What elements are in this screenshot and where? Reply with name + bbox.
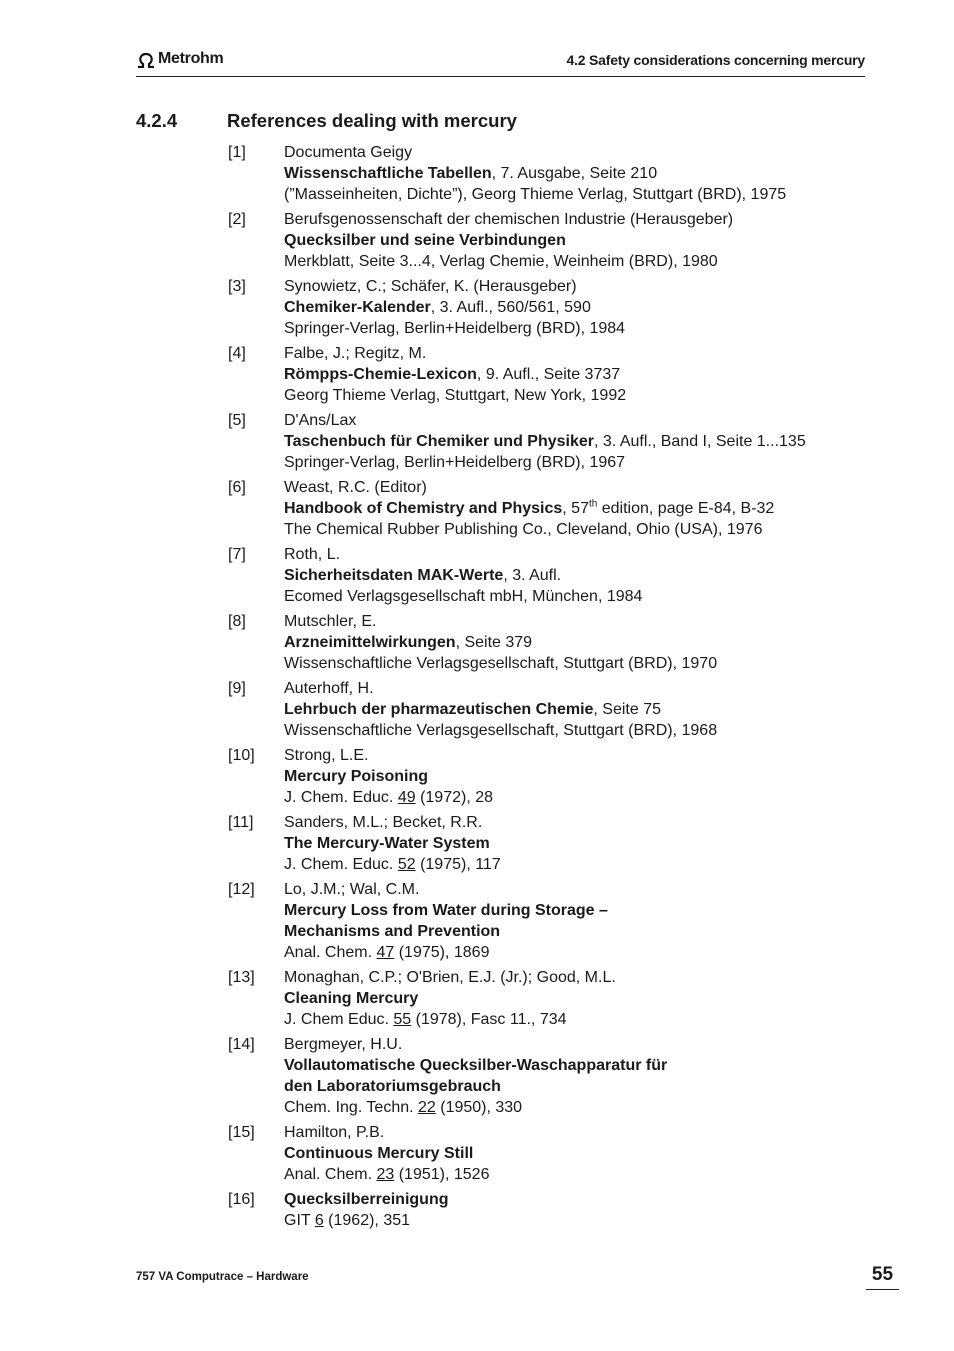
reference-line <box>284 163 888 184</box>
reference-line <box>284 1097 888 1118</box>
reference-line <box>284 410 888 431</box>
reference-body <box>284 276 888 339</box>
volume-number: 52 <box>397 856 416 873</box>
reference-title: Vollautomatische Quecksilber-Waschapparatur für <box>284 1057 668 1074</box>
reference-title: Arzneimittelwirkungen <box>284 634 456 651</box>
volume-number: 55 <box>393 1011 412 1028</box>
reference-line <box>284 343 888 364</box>
metrohm-omega-icon <box>136 51 156 68</box>
reference-text: J. Chem Educ. <box>284 1011 394 1028</box>
reference-body <box>284 410 888 473</box>
reference-title: Cleaning Mercury <box>284 990 419 1007</box>
reference-line <box>284 318 888 339</box>
reference-line <box>284 431 888 452</box>
reference-line <box>284 745 888 766</box>
reference-title: Römpps-Chemie-Lexicon <box>284 366 477 383</box>
reference-item <box>228 745 888 808</box>
reference-text: Hamilton, P.B. <box>284 1124 385 1141</box>
reference-item <box>228 678 888 741</box>
reference-line <box>284 1164 888 1185</box>
reference-line <box>284 611 888 632</box>
reference-text: Berufsgenossenschaft der chemischen Industrie (Herausgeber) <box>284 211 734 228</box>
reference-line <box>284 653 888 674</box>
reference-body <box>284 544 888 607</box>
reference-body <box>284 343 888 406</box>
reference-title: Quecksilberreinigung <box>284 1191 449 1208</box>
reference-item <box>228 611 888 674</box>
reference-text: Weast, R.C. (Editor) <box>284 479 427 496</box>
reference-text: J. Chem. Educ. <box>284 856 398 873</box>
reference-number: [13] <box>228 969 255 986</box>
reference-line <box>284 720 888 741</box>
reference-text: Wissenschaftliche Verlagsgesellschaft, Stuttgart (BRD), 1970 <box>284 655 718 672</box>
reference-number: [14] <box>228 1036 255 1053</box>
reference-text: Roth, L. <box>284 546 341 563</box>
reference-body <box>284 1034 888 1118</box>
reference-body <box>284 611 888 674</box>
reference-item <box>228 1122 888 1185</box>
reference-text: , Seite 379 <box>455 634 533 651</box>
reference-line <box>284 297 888 318</box>
reference-number: [7] <box>228 546 246 563</box>
reference-number: [3] <box>228 278 246 295</box>
reference-body <box>284 812 888 875</box>
reference-title: Chemiker-Kalender <box>284 299 431 316</box>
reference-line <box>284 230 888 251</box>
reference-body <box>284 967 888 1030</box>
reference-text: (1975), 117 <box>415 856 501 873</box>
reference-text: Springer-Verlag, Berlin+Heidelberg (BRD), 1984 <box>284 320 626 337</box>
reference-item <box>228 544 888 607</box>
reference-title: Mercury Poisoning <box>284 768 429 785</box>
reference-text: The Chemical Rubber Publishing Co., Cleveland, Ohio (USA), 1976 <box>284 521 763 538</box>
reference-item <box>228 142 888 205</box>
reference-text: D'Ans/Lax <box>284 412 357 429</box>
reference-number: [8] <box>228 613 246 630</box>
reference-body <box>284 745 888 808</box>
reference-text: , 3. Aufl., 560/561, 590 <box>430 299 591 316</box>
reference-text: , 9. Aufl., Seite 3737 <box>476 366 621 383</box>
reference-line <box>284 967 888 988</box>
reference-line <box>284 519 888 540</box>
reference-text: Monaghan, C.P.; O'Brien, E.J. (Jr.); Good, M.L. <box>284 969 616 986</box>
reference-text: Anal. Chem. <box>284 944 377 961</box>
volume-number: 6 <box>314 1212 324 1229</box>
reference-text: Wissenschaftliche Verlagsgesellschaft, Stuttgart (BRD), 1968 <box>284 722 718 739</box>
reference-line <box>284 854 888 875</box>
reference-text: Falbe, J.; Regitz, M. <box>284 345 427 362</box>
reference-line <box>284 900 888 921</box>
reference-number: [10] <box>228 747 255 764</box>
reference-item <box>228 812 888 875</box>
reference-line <box>284 1076 888 1097</box>
reference-line <box>284 452 888 473</box>
reference-line <box>284 477 888 498</box>
reference-line <box>284 988 888 1009</box>
reference-title: Mechanisms and Prevention <box>284 923 501 940</box>
metrohm-logo <box>136 50 223 68</box>
reference-text: (1962), 351 <box>323 1212 411 1229</box>
reference-item <box>228 276 888 339</box>
reference-item <box>228 209 888 272</box>
reference-number: [4] <box>228 345 246 362</box>
reference-line <box>284 632 888 653</box>
section-number: 4.2.4 <box>136 110 178 131</box>
reference-line <box>284 544 888 565</box>
reference-number: [12] <box>228 881 255 898</box>
reference-text: Strong, L.E. <box>284 747 369 764</box>
section-title: References dealing with mercury <box>227 110 517 131</box>
reference-text: , 3. Aufl. <box>503 567 562 584</box>
reference-line <box>284 251 888 272</box>
footer-doc-title: 757 VA Computrace – Hardware <box>136 1271 309 1283</box>
reference-number: [9] <box>228 680 246 697</box>
reference-number: [2] <box>228 211 246 228</box>
reference-number: [15] <box>228 1124 255 1141</box>
reference-line <box>284 833 888 854</box>
reference-number: [6] <box>228 479 246 496</box>
reference-list <box>228 142 888 1235</box>
reference-title: Lehrbuch der pharmazeutischen Chemie <box>284 701 594 718</box>
reference-title: Taschenbuch für Chemiker und Physiker <box>284 433 595 450</box>
reference-title: Continuous Mercury Still <box>284 1145 474 1162</box>
reference-text: (1978), Fasc 11., 734 <box>411 1011 567 1028</box>
reference-title: Mercury Loss from Water during Storage – <box>284 902 608 919</box>
volume-number: 49 <box>397 789 416 806</box>
reference-item <box>228 343 888 406</box>
reference-number: [1] <box>228 144 246 161</box>
reference-text: (1975), 1869 <box>394 944 490 961</box>
reference-text: Bergmeyer, H.U. <box>284 1036 403 1053</box>
reference-line <box>284 586 888 607</box>
reference-text: , 7. Ausgabe, Seite 210 <box>491 165 658 182</box>
reference-line <box>284 1210 888 1231</box>
reference-text: Auterhoff, H. <box>284 680 374 697</box>
reference-text: Merkblatt, Seite 3...4, Verlag Chemie, Weinheim (BRD), 1980 <box>284 253 718 270</box>
reference-item <box>228 410 888 473</box>
reference-title: den Laboratoriumsgebrauch <box>284 1078 501 1095</box>
reference-item <box>228 1034 888 1118</box>
reference-item <box>228 477 888 540</box>
reference-number: [11] <box>228 814 254 831</box>
reference-title: Sicherheitsdaten MAK-Werte <box>284 567 504 584</box>
reference-line <box>284 678 888 699</box>
reference-text: (1951), 1526 <box>394 1166 490 1183</box>
section-heading <box>136 110 517 132</box>
reference-number: [5] <box>228 412 246 429</box>
reference-body <box>284 879 888 963</box>
volume-number: 23 <box>376 1166 395 1183</box>
reference-line <box>284 879 888 900</box>
reference-title: The Mercury-Water System <box>284 835 490 852</box>
reference-line <box>284 385 888 406</box>
logo-text: Metrohm <box>158 50 224 67</box>
reference-text: , Seite 75 <box>593 701 662 718</box>
reference-line <box>284 142 888 163</box>
reference-text: (1972), 28 <box>415 789 494 806</box>
volume-number: 47 <box>376 944 395 961</box>
reference-line <box>284 364 888 385</box>
reference-text: Chem. Ing. Techn. <box>284 1099 418 1116</box>
page-header <box>136 50 865 77</box>
reference-line <box>284 1189 888 1210</box>
reference-text: , 3. Aufl., Band I, Seite 1...135 <box>594 433 806 450</box>
reference-text: Sanders, M.L.; Becket, R.R. <box>284 814 483 831</box>
reference-text: Synowietz, C.; Schäfer, K. (Herausgeber) <box>284 278 577 295</box>
reference-item <box>228 879 888 963</box>
reference-line <box>284 699 888 720</box>
reference-line <box>284 498 888 519</box>
reference-item <box>228 967 888 1030</box>
reference-body <box>284 477 888 540</box>
reference-text: Documenta Geigy <box>284 144 413 161</box>
reference-line <box>284 1122 888 1143</box>
reference-text: edition, page E-84, B-32 <box>597 500 775 517</box>
reference-title: Quecksilber und seine Verbindungen <box>284 232 566 249</box>
volume-number: 22 <box>418 1099 436 1116</box>
reference-text: Ecomed Verlagsgesellschaft mbH, München, 1984 <box>284 588 643 605</box>
reference-body <box>284 1122 888 1185</box>
reference-text: Springer-Verlag, Berlin+Heidelberg (BRD), 1967 <box>284 454 626 471</box>
reference-text: (”Masseinheiten, Dichte”), Georg Thieme Verlag, Stuttgart (BRD), 1975 <box>284 186 787 203</box>
reference-line <box>284 184 888 205</box>
reference-text: th <box>588 498 598 510</box>
reference-title: Wissenschaftliche Tabellen <box>284 165 492 182</box>
reference-body <box>284 209 888 272</box>
reference-number: [16] <box>228 1191 255 1208</box>
reference-line <box>284 942 888 963</box>
reference-line <box>284 1143 888 1164</box>
page-number: 55 <box>866 1264 899 1290</box>
reference-line <box>284 812 888 833</box>
reference-body <box>284 1189 888 1231</box>
reference-line <box>284 1034 888 1055</box>
reference-item <box>228 1189 888 1231</box>
reference-line <box>284 276 888 297</box>
reference-line <box>284 766 888 787</box>
reference-body <box>284 142 888 205</box>
reference-line <box>284 565 888 586</box>
reference-line <box>284 787 888 808</box>
reference-title: Handbook of Chemistry and Physics <box>284 500 563 517</box>
reference-line <box>284 1055 888 1076</box>
reference-line <box>284 209 888 230</box>
reference-text: (1950), 330 <box>435 1099 523 1116</box>
reference-text: Mutschler, E. <box>284 613 377 630</box>
reference-text: J. Chem. Educ. <box>284 789 398 806</box>
header-section-title: 4.2 Safety considerations concerning mercury <box>566 52 865 68</box>
reference-text: Georg Thieme Verlag, Stuttgart, New York, 1992 <box>284 387 627 404</box>
reference-body <box>284 678 888 741</box>
reference-line <box>284 1009 888 1030</box>
reference-text: Anal. Chem. <box>284 1166 377 1183</box>
reference-text: Lo, J.M.; Wal, C.M. <box>284 881 420 898</box>
reference-line <box>284 921 888 942</box>
reference-text: GIT <box>284 1212 315 1229</box>
reference-text: , 57 <box>562 500 589 517</box>
